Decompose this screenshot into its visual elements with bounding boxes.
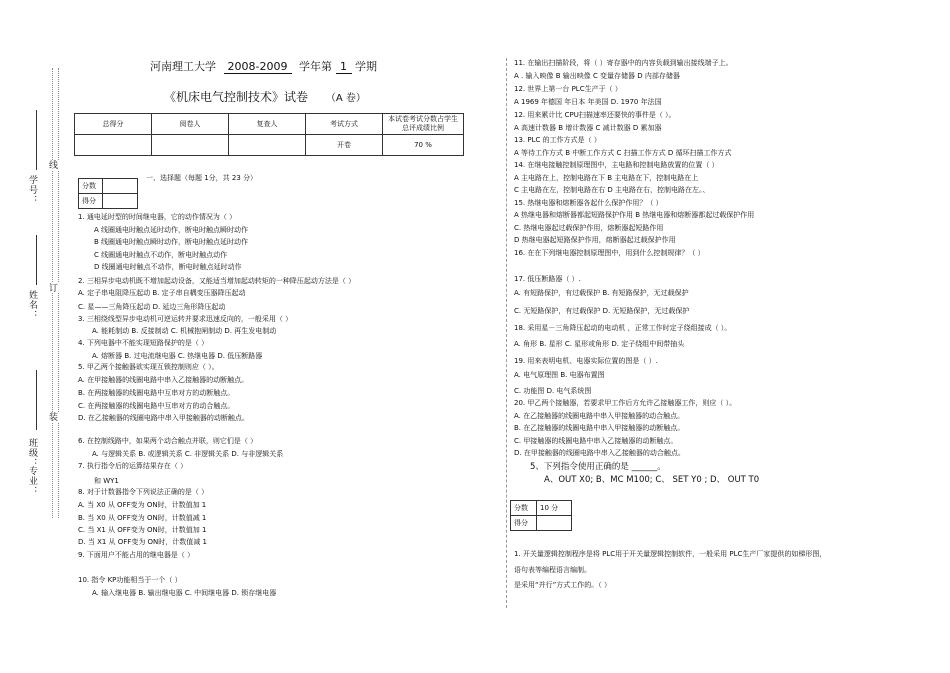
- question-option: B. 当 X0 从 OFF变为 ON时，计数值减 1: [78, 514, 207, 522]
- tf-line: 语句表等编程语言编制。: [514, 566, 591, 574]
- question-line: D 热继电器起短路保护作用，熔断器起过载保护作用: [514, 236, 676, 244]
- question-stem: 10. 指令 KP功能相当于一个（ ）: [78, 576, 182, 584]
- question-line: A. 角形 B. 星形 C. 星形或角形 D. 定子绕组中间带抽头: [514, 340, 685, 348]
- question-line: 12. 用来累计比 CPU扫描速率还要快的事件是（ ）。: [514, 111, 676, 119]
- paper-variant: （A 卷）: [325, 93, 366, 104]
- question-line: A 热继电器和熔断器都起短路保护作用 B 热继电器和熔断器都起过载保护作用: [514, 211, 755, 219]
- field-underline: [36, 370, 37, 430]
- instruction-options: A、OUT X0; B、MC M100; C、 SET Y0 ; D、 OUT T0: [544, 475, 760, 485]
- question-option: C. 星——三角降压起动 D. 延边三角形降压起动: [78, 303, 226, 311]
- question-line: D. 在甲接触器的线圈电路中串入乙接触器的动合触点。: [514, 449, 685, 457]
- value-cell: [229, 135, 306, 156]
- question-option: 和 WY1: [94, 477, 119, 485]
- question-line: 13. PLC 的工作方式是（ ）: [514, 136, 601, 144]
- question-option: C. 在两接触器的线圈电路中互串对方的动合触点。: [78, 402, 235, 410]
- question-option: C. 当 X1 从 OFF变为 ON时，计数值加 1: [78, 526, 207, 534]
- question-option: A. 在甲接触器的线圈电路中串入乙接触器的动断触点。: [78, 376, 249, 384]
- value-cell: [75, 135, 152, 156]
- question-option: A. 输入继电器 B. 输出继电器 C. 中间继电器 D. 锁存继电器: [92, 589, 277, 597]
- score-label: 分数: [511, 501, 537, 516]
- question-line: A 主电路在上，控制电路在下 B 主电路在下，控制电路在上: [514, 174, 699, 182]
- question-stem: 6. 在控制线路中，如果两个动合触点并联，则它们是（ ）: [78, 437, 258, 445]
- year-suffix: 学年第: [299, 60, 332, 73]
- question-line: C. 甲接触器的线圈电路中串入乙接触器的动断触点。: [514, 437, 678, 445]
- question-line: 11. 在输出扫描阶段，将（ ）寄存器中的内容负载到输出接线端子上。: [514, 59, 733, 67]
- question-stem: 3. 三相绕线型异步电动机可逆运转并要求迅速反向的，一般采用（ ）: [78, 315, 293, 323]
- question-line: A 1969 年德国 年日本 年美国 D. 1970 年法国: [514, 98, 662, 106]
- question-option: A. 与逻辑关系 B. 或逻辑关系 C. 非逻辑关系 D. 与非逻辑关系: [92, 450, 284, 458]
- header-cell: 阅卷人: [152, 114, 229, 135]
- question-line: 12. 世界上第一台 PLC生产于（ ）: [514, 85, 622, 93]
- binding-label-xian: 线: [47, 160, 57, 170]
- question-line: C. 无短路保护，有过载保护 D. 无短路保护，无过载保护: [514, 307, 690, 315]
- question-stem: 2. 三相异步电动机既不增加起动设备，又能适当增加起动转矩的一种降压起动方法是（ ）: [78, 277, 356, 285]
- binding-dotted-line: [52, 68, 53, 518]
- question-line: C. 功能图 D. 电气系统图: [514, 387, 592, 395]
- binding-label-zhuang: 装: [47, 412, 57, 422]
- field-student-id: 学号：: [27, 175, 37, 205]
- question-line: A. 有短路保护，有过载保护 B. 有短路保护，无过载保护: [514, 289, 689, 297]
- term-number: 1: [336, 60, 352, 74]
- question-stem: 9. 下面用户不能占用的继电器是（ ）: [78, 551, 195, 559]
- question-line: 19. 用来表明电机、电器实际位置的图是（ ）.: [514, 357, 658, 365]
- question-option: A. 定子串电阻降压起动 B. 定子串自耦变压器降压起动: [78, 289, 246, 297]
- column-divider: [506, 58, 507, 608]
- score-label: 分数: [79, 179, 103, 194]
- question-line: 17. 低压断路器（ ）.: [514, 275, 581, 283]
- field-name: 姓名：: [27, 290, 37, 320]
- instruction-question: 5、下列指令使用正确的是 ______。: [530, 462, 666, 472]
- exam-header-line: [150, 58, 377, 74]
- question-stem: 8. 对于计数器指令下列说法正确的是（ ）: [78, 488, 209, 496]
- field-underline: [36, 235, 37, 285]
- question-stem: 7. 执行指令后的运算结果存在（ ）: [78, 462, 188, 470]
- tf-line: 是采用“并行”方式工作的。（ ）: [514, 581, 611, 589]
- question-line: A. 在乙接触器的线圈电路中串入甲接触器的动合触点。: [514, 412, 685, 420]
- course-title: [164, 88, 366, 105]
- field-underline: [36, 110, 37, 170]
- section2-score-box: [510, 500, 572, 531]
- term-suffix: 学期: [355, 60, 377, 73]
- question-line: 18. 采用星－三角降压起动的电动机 ，正常工作时定子绕组接成（ ）。: [514, 324, 732, 332]
- question-line: A . 输入映像 B 输出映像 C 变量存储器 D 内部存储器: [514, 72, 680, 80]
- question-option: A. 能耗制动 B. 反接制动 C. 机械抱闸制动 D. 再生发电制动: [92, 327, 277, 335]
- question-line: A. 电气原理图 B. 电器布置图: [514, 371, 605, 379]
- question-option: B 线圈通电时触点瞬时动作，断电时触点延时动作: [94, 238, 249, 246]
- question-line: C. 热继电器起过载保护作用，熔断器起短路作用: [514, 224, 664, 232]
- value-cell: [152, 135, 229, 156]
- question-option: A. 熔断器 B. 过电流继电器 C. 热继电器 D. 低压断路器: [92, 352, 263, 360]
- question-option: C 线圈通电时触点不动作，断电时触点动作: [94, 251, 228, 259]
- university-name: 河南理工大学: [150, 60, 216, 73]
- question-line: C 主电路在左，控制电路在右 D 主电路在右，控制电路在左。、: [514, 186, 710, 194]
- question-option: B. 在两接触器的线圈电路中互串对方的动断触点。: [78, 389, 235, 397]
- section1-score-box: [78, 178, 138, 209]
- question-line: B. 在乙接触器的线圈电路中串入甲接触器的动断触点。: [514, 424, 685, 432]
- question-line: 14. 在继电接触控制原理图中，主电路和控制电路放置的位置（ ）: [514, 161, 719, 169]
- score-summary-table: [74, 113, 464, 156]
- tf-line: 1. 开关量逻辑控制程序是将 PLC用于开关量逻辑控制软件，一般采用 PLC生产厂家提供的如梯形图，: [514, 550, 827, 558]
- question-option: D. 在乙接触器的线圈电路中串入甲接触器的动断触点。: [78, 414, 249, 422]
- value-cell: 70 %: [383, 135, 464, 156]
- grader-label: 得分: [511, 516, 537, 531]
- question-option: A. 当 X0 从 OFF变为 ON时，计数值加 1: [78, 501, 207, 509]
- question-stem: 4. 下列电器中不能实现短路保护的是（ ）: [78, 339, 209, 347]
- question-line: A 等待工作方式 B 中断工作方式 C 扫描工作方式 D 循环扫描工作方式: [514, 149, 732, 157]
- binding-dotted-line: [58, 68, 59, 518]
- section1-title: 一、选择题（每题 1分，共 23 分）: [146, 174, 258, 182]
- question-line: A 高速计数器 B 增计数器 C 减计数器 D 累加器: [514, 124, 662, 132]
- question-line: 16. 在在下列继电器控制原理图中，用到什么控制规律？（ ）: [514, 249, 705, 257]
- question-option: D. 当 X1 从 OFF变为 ON时，计数值减 1: [78, 538, 207, 546]
- binding-label-ding: 订: [47, 283, 57, 293]
- value-cell: 开卷: [306, 135, 383, 156]
- course-name: 《机床电气控制技术》试卷: [164, 90, 309, 104]
- score-value: 10 分: [537, 501, 572, 516]
- header-cell: 复查人: [229, 114, 306, 135]
- header-cell: 考试方式: [306, 114, 383, 135]
- question-line: 15. 热继电器和熔断器各起什么保护作用？（ ）: [514, 199, 663, 207]
- header-cell: 本试卷考试分数占学生总评成绩比例: [383, 114, 464, 135]
- field-class: 班级：: [27, 438, 37, 468]
- academic-year: 2008-2009: [224, 60, 292, 74]
- header-cell: 总得分: [75, 114, 152, 135]
- question-stem: 1. 通电延时型的时间继电器，它的动作情况为（ ）: [78, 213, 237, 221]
- question-stem: 5. 甲乙两个接触器欲实现互锁控制则应（ ）。: [78, 363, 219, 371]
- question-line: 20. 甲乙两个接触器，若要求甲工作后方允许乙接触器工作，则应（ ）。: [514, 399, 737, 407]
- question-option: A 线圈通电时触点延时动作，断电时触点瞬时动作: [94, 226, 249, 234]
- field-major: 专业：: [27, 466, 37, 496]
- grader-label: 得分: [79, 194, 103, 209]
- question-option: D 线圈通电时触点不动作，断电时触点延时动作: [94, 263, 242, 271]
